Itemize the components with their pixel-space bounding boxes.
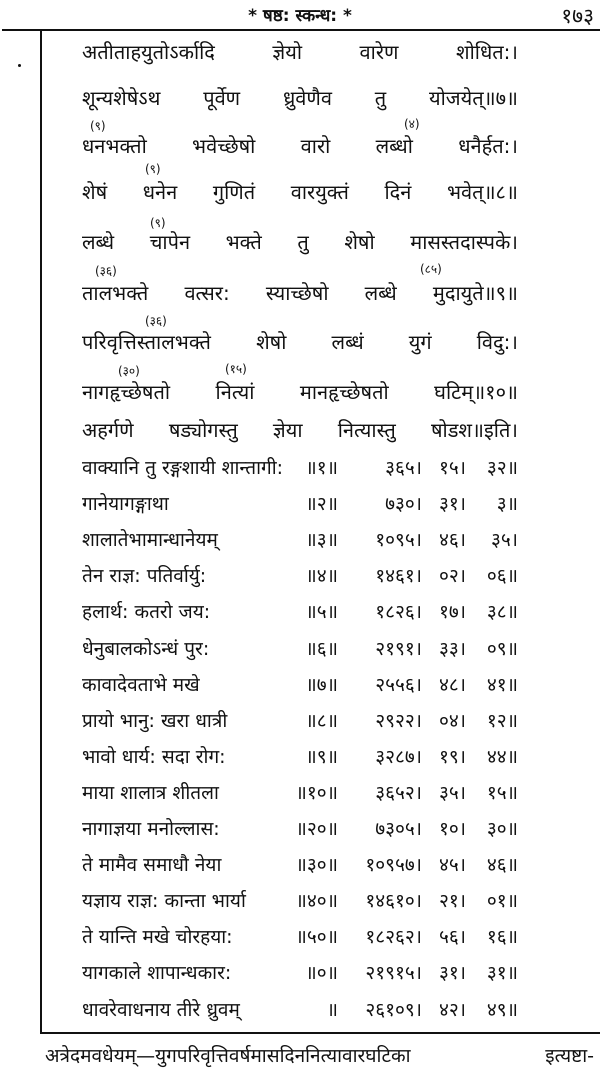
table-value: ३१। [439,962,466,985]
table-label: प्रायो भानु: खरा धात्री [82,709,228,732]
table-value: ॥५॥ [305,601,338,624]
table-label: हलार्थ: कतरो जय: [82,601,211,624]
verse-line: तालभक्ते वत्सर: स्याच्छेषो लब्धे मुदायुते॥९॥ [82,280,518,305]
table-value: १८२६। [375,601,422,624]
table-value: ॥९॥ [305,745,338,768]
table-value: ४९॥ [486,998,518,1021]
table-label: भावो धार्य: सदा रोग: [82,745,226,768]
table-label: माया शालात्र शीतला [82,781,219,804]
footer-tail: इत्यष्टा- [545,1045,594,1067]
annotation: (४) [404,117,420,131]
table-value: ॥१०॥ [295,781,338,804]
table-value: ०१॥ [486,890,518,913]
table-value: ०९॥ [486,637,518,660]
table-value: २१९१५। [365,962,422,985]
table-value: ॥४॥ [305,565,338,588]
table-row [82,885,518,917]
table-value: ॥८॥ [305,709,338,732]
table-label: ते मामैव समाधौ नेया [82,854,222,877]
table-value: ४४॥ [486,745,518,768]
table-value: २१९१। [375,637,422,660]
table-label: शालातेभामान्धानेयम् [82,529,218,552]
table-row [82,741,518,773]
table-row [82,813,518,845]
table-value: ४२। [439,998,466,1021]
table-value: ४५। [439,854,466,877]
table-row [82,560,518,592]
table-value: ४१॥ [486,673,518,696]
table-row [82,777,518,809]
table-value: ॥३॥ [305,529,338,552]
table-row [82,633,518,665]
table-value: ३२८७। [375,745,422,768]
annotation: (१५) [225,362,247,376]
table-value: ॥२०॥ [295,818,338,840]
table-row [82,957,518,989]
table-value: ३१॥ [486,962,518,985]
table-row [82,596,518,628]
table-value: ३०॥ [486,818,518,840]
table-value: ॥६॥ [305,637,338,660]
table-value: ३१। [439,493,466,516]
table-label: कावादेवताभे मखे [82,673,200,696]
table-value: ३॥ [496,493,518,516]
table-label: वाक्यानि तु रङ्गशायी शान्तागी: [82,457,284,479]
table-value: ३६५२। [375,781,422,804]
table-value: ॥७॥ [305,673,338,696]
table-value: ४८। [439,673,466,696]
table-label: धेनुबालकोऽन्धं पुर: [82,637,210,660]
table-value: १९। [439,745,466,768]
table-row [82,488,518,520]
table-value: २१। [439,890,466,913]
table-value: ३८॥ [486,601,518,624]
margin-dot [18,64,21,67]
table-label: यज्ञाय राज्ञ: कान्ता भार्या [82,890,246,913]
table-row [82,452,518,484]
table-value: १५। [439,457,466,479]
verse-line: शेषं धनेन गुणितं वारयुक्तं दिनं भवेत्॥८॥ [82,179,518,204]
table-value: ७३०। [385,493,422,516]
table-value: १२॥ [486,709,518,732]
table-value: १४६१। [375,565,422,588]
table-value: ३५। [491,529,518,552]
table-value: ३६५। [385,457,422,479]
table-value: १५॥ [486,781,518,804]
annotation: (८५) [420,262,442,276]
table-label: ते यान्ति मखे चोरहया: [82,926,233,949]
table-value: ०४। [439,709,466,732]
table-value: २६१०९। [365,998,422,1021]
annotation: (९) [90,119,106,133]
annotation: (९) [145,162,161,176]
annotation: (३६) [95,264,117,278]
table-row [82,921,518,953]
table-row [82,849,518,881]
table-row [82,705,518,737]
header-rule [2,29,600,31]
table-value: १०९५७। [365,854,422,877]
table-value: २९२२। [375,709,422,732]
verse-line: धनभक्तो भवेच्छेषो वारो लब्धो धनैर्हत:। [82,133,518,158]
verse-line: लब्धे चापेन भक्ते तु शेषो मासस्तदास्पके। [82,229,518,254]
footer-line [45,1036,594,1074]
table-value: १४६१०। [365,890,422,913]
annotation: (९) [150,216,166,230]
table-label: गानेयागङ्गाथा [82,493,169,516]
table-value: ४६। [439,529,466,552]
verse-line: अतीताहयुतोऽर्कादि ज्ञेयो वारेण शोधित:। [82,39,518,64]
table-label: यागकाले शापान्धकार: [82,962,232,985]
table-value: ॥०॥ [305,962,338,985]
table-value: २५५६। [375,673,422,696]
table-value: ०२। [439,565,466,588]
table-value: ३३। [439,637,466,660]
table-value: ३५। [439,781,466,804]
table-label: तेन राज्ञ: पतिर्वार्यु: [82,565,207,588]
table-value: ०६॥ [486,565,518,588]
table-value: ४६॥ [486,854,518,877]
table-value: १८२६२। [365,926,422,949]
verse-line: अहर्गणे षड्योगस्तु ज्ञेया नित्यास्तु षोडश॥इति। [82,417,518,442]
table-row [82,669,518,701]
footer-text: अत्रेदमवधेयम्—युगपरिवृत्तिवर्षमासदिननित्यावारघटिका [45,1045,411,1067]
table-row [82,994,518,1026]
table-value: १६॥ [486,926,518,949]
annotation: (३६) [145,314,167,328]
table-value: ॥१॥ [305,457,338,479]
chapter-title: * षष्ठ: स्कन्ध: * [248,6,352,26]
footer-rule [40,1032,600,1034]
table-value: ॥५०॥ [295,926,338,949]
table-value: ॥ [326,998,338,1021]
table-value: १०। [439,818,466,840]
table-value: ॥४०॥ [295,890,338,913]
table-value: ७३०५। [375,818,422,840]
verse-line: शून्यशेषेऽथ पूर्वेण ध्रुवेणैव तु योजयेत्॥७॥ [82,85,518,110]
left-margin-rule [40,31,42,1033]
table-value: १०९५। [375,529,422,552]
verse-line: नागहृच्छेषतो नित्यां मानहृच्छेषतो घटिम्॥१०॥ [82,379,518,404]
table-label: धावरेवाधनाय तीरे ध्रुवम् [82,998,240,1021]
verse-line: परिवृत्तिस्तालभक्ते शेषो लब्धं युगं विदु:। [82,329,518,354]
table-value: ३२॥ [486,457,518,479]
annotation: (३०) [118,364,140,378]
table-value: ॥२॥ [305,493,338,516]
table-value: १७। [439,601,466,624]
table-label: नागाज्ञया मनोल्लास: [82,818,220,840]
table-value: ॥३०॥ [295,854,338,877]
page-number: १७३ [561,4,594,28]
table-row [82,524,518,556]
page-header [0,0,600,30]
table-value: ५६। [439,926,466,949]
